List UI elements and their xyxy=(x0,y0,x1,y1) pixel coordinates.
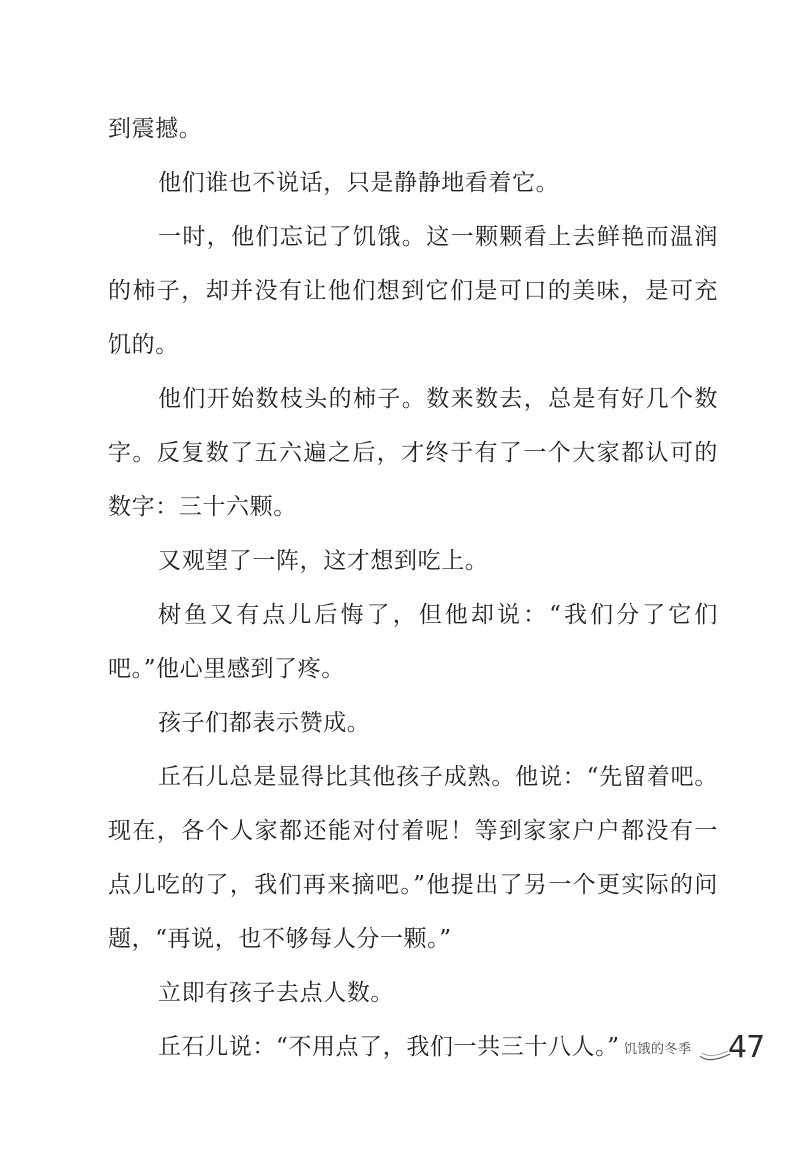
body-text xyxy=(108,102,718,1074)
paragraph-continuation: 到震撼。 xyxy=(108,116,203,142)
paragraph: 树鱼又有点儿后悔了，但他却说：“我们分了它们吧。”他心里感到了疼。 xyxy=(108,602,718,682)
running-title: 饥饿的冬季 xyxy=(624,1042,692,1057)
paragraph: 立即有孩子去点人数。 xyxy=(158,980,394,1006)
paragraph: 丘石儿总是显得比其他孩子成熟。他说：“先留着吧。现在，各个人家都还能对付着呢！等到家家户户都没有一点儿吃的了，我们再来摘吧。”他提出了另一个更实际的问题，“再说，也不够每人分一颗。” xyxy=(108,764,718,952)
page-number: 47 xyxy=(728,1030,765,1065)
paragraph: 他们谁也不说话，只是静静地看着它。 xyxy=(158,170,560,196)
paragraph: 又观望了一阵，这才想到吃上。 xyxy=(158,548,489,574)
paragraph: 他们开始数枝头的柿子。数来数去，总是有好几个数字。反复数了五六遍之后，才终于有了一个大家都认可的数字：三十六颗。 xyxy=(108,386,718,520)
swoosh-ornament-icon xyxy=(698,1036,732,1062)
paragraph: 丘石儿说：“不用点了，我们一共三十八人。” xyxy=(158,1034,620,1060)
page-footer xyxy=(0,1020,794,1080)
paragraph: 一时，他们忘记了饥饿。这一颗颗看上去鲜艳而温润的柿子，却并没有让他们想到它们是可口的美味，是可充饥的。 xyxy=(108,224,718,358)
paragraph: 孩子们都表示赞成。 xyxy=(158,710,371,736)
